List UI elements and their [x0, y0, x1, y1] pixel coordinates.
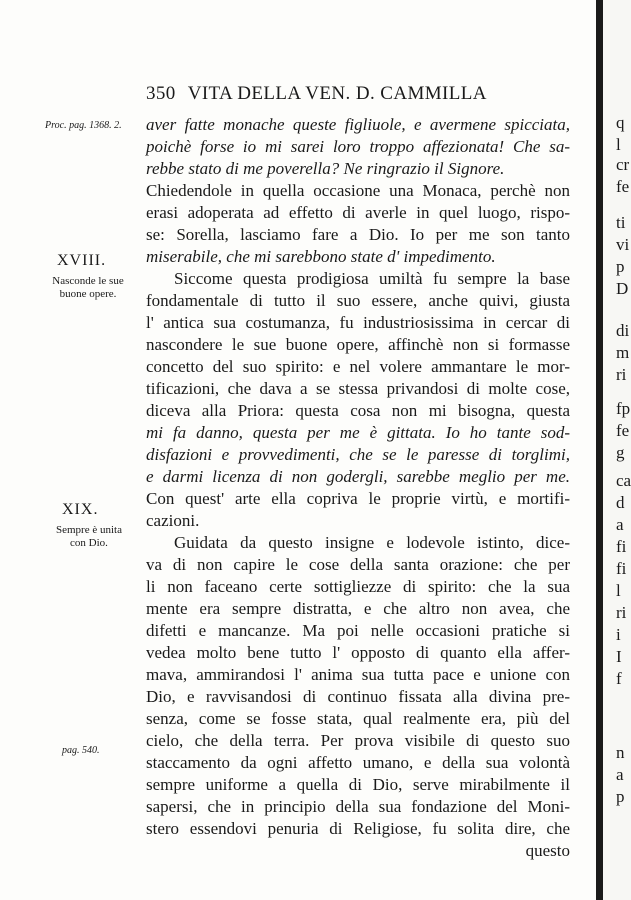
text-line: staccamento da ogni affetto umano, e della sua volontà: [146, 753, 570, 772]
adjacent-page-fragment: f: [616, 669, 622, 688]
text-line: Chiedendole in quella occasione una Monaca, perchè non: [146, 181, 570, 200]
text-line: miserabile, che mi sarebbono state d' impedimento.: [146, 247, 496, 266]
text-line: cazioni.: [146, 511, 200, 530]
margin-note-18: [38, 275, 138, 301]
text-line: diceva alla Priora: questa cosa non mi bisogna, questa: [146, 401, 570, 420]
text-line: Dio, e ravvisandosi di continuo fissata alla divina pre-: [146, 687, 570, 706]
text-line: concetto del suo spirito: e nel volere ammantare le mor-: [146, 357, 570, 376]
margin-note-18-line-1: Nasconde le sue: [52, 275, 124, 287]
adjacent-page-edge: [603, 0, 631, 900]
margin-note-19-line-2: con Dio.: [70, 537, 108, 549]
adjacent-page-fragment: a: [616, 515, 624, 534]
text-line: mava, ammirandosi l' anima sua tutta pace e unione con: [146, 665, 570, 684]
catchword: questo: [525, 841, 570, 860]
adjacent-page-fragment: ri: [616, 603, 627, 622]
text-line: stero essendovi penuria di Religiose, fu solita dire, che: [146, 819, 570, 838]
text-line: poichè forse io mi sarei loro troppo affezionata! Che sa-: [146, 137, 570, 156]
text-line: difetti e mancanze. Ma poi nelle occasioni pratiche si: [146, 621, 570, 640]
text-line: vedea molto bene tutto l' opposto di quanto ella affer-: [146, 643, 570, 662]
adjacent-page-fragment: p: [616, 787, 625, 806]
adjacent-page-fragment: fe: [616, 177, 630, 196]
book-gutter: [596, 0, 603, 900]
running-title: VITA DELLA VEN. D. CAMMILLA: [187, 83, 487, 104]
adjacent-page-fragment: d: [616, 493, 625, 512]
adjacent-page-fragment: n: [616, 743, 625, 762]
text-line: mi fa danno, questa per me è gittata. Io ho tante sod-: [146, 423, 570, 442]
adjacent-page-fragment: ca: [616, 471, 631, 490]
section-numeral-18: XVIII.: [57, 252, 107, 269]
text-line: li non faceano certe sottigliezze di spirito: che la sua: [146, 577, 570, 596]
text-line: rebbe stato di me poverella? Ne ringrazio il Signore.: [146, 159, 505, 178]
text-line: sapersi, che in principio della sua fondazione del Moni-: [146, 797, 570, 816]
text-line: Siccome questa prodigiosa umiltà fu sempre la base: [174, 269, 570, 288]
adjacent-page-fragment: a: [616, 765, 624, 784]
text-line: erasi adoperata ad effetto di averle in quel luogo, rispo-: [146, 203, 570, 222]
adjacent-page-fragment: fp: [616, 399, 631, 418]
adjacent-page-fragment: q: [616, 113, 625, 132]
text-line: e darmi licenza di non godergli, sarebbe meglio per me.: [146, 467, 570, 486]
adjacent-page-fragment: ri: [616, 365, 627, 384]
adjacent-page-fragment: I: [616, 647, 622, 666]
text-line: l' antica sua costumanza, fu industriosissima in cercar di: [146, 313, 570, 332]
adjacent-page-fragment: m: [616, 343, 630, 362]
adjacent-page-fragment: fi: [616, 559, 627, 578]
body-text: [146, 114, 570, 862]
adjacent-page-fragment: di: [616, 321, 630, 340]
text-line: aver fatte monache queste figliuole, e avermene spicciata,: [146, 115, 570, 134]
adjacent-page-fragment: cr: [616, 155, 630, 174]
text-line: fondamentale di tutto il suo essere, anche quivi, giusta: [146, 291, 570, 310]
text-line: cielo, che della terra. Per prova visibile di questo suo: [146, 731, 570, 750]
text-line: tificazioni, che dava a se stessa privandosi di molte cose,: [146, 379, 570, 398]
margin-note-19-line-1: Sempre è unita: [56, 524, 122, 536]
adjacent-page-fragment: fe: [616, 421, 630, 440]
adjacent-page-fragment: l: [616, 135, 621, 154]
adjacent-page-fragment: D: [616, 279, 629, 298]
margin-note-18-line-2: buone opere.: [59, 288, 117, 300]
text-line: Guidata da questo insigne e lodevole istinto, dice-: [174, 533, 570, 552]
adjacent-page-fragment: l: [616, 581, 621, 600]
text-line: Con quest' arte ella copriva le proprie virtù, e mortifi-: [146, 489, 570, 508]
page-number: 350: [146, 83, 176, 104]
margin-note-19: [34, 524, 144, 550]
text-line: se: Sorella, lasciamo fare a Dio. Io per me son tanto: [146, 225, 570, 244]
text-line: senza, come se fosse stata, qual realmente era, più del: [146, 709, 570, 728]
adjacent-page-fragment: i: [616, 625, 621, 644]
text-line: nascondere le sue buone opere, affinchè non si formasse: [146, 335, 570, 354]
adjacent-page-fragment: p: [616, 257, 625, 276]
text-line: va di non capire le cose della santa orazione: che per: [146, 555, 570, 574]
margin-reference-bottom: pag. 540.: [62, 745, 100, 756]
adjacent-page-fragment: fi: [616, 537, 627, 556]
adjacent-page-fragment: vi: [616, 235, 630, 254]
adjacent-page-fragment: g: [616, 443, 625, 462]
text-line: sempre uniforme a quella di Dio, serve mirabilmente il: [146, 775, 570, 794]
running-header: [146, 83, 487, 105]
text-line: disfazioni e provvedimenti, che se le paresse di torglimi,: [146, 445, 570, 464]
adjacent-page-fragment: ti: [616, 213, 626, 232]
section-numeral-19: XIX.: [62, 501, 99, 518]
margin-reference-top: Proc. pag. 1368. 2.: [45, 120, 122, 131]
text-line: mente era sempre distratta, e che altro non avea, che: [146, 599, 570, 618]
